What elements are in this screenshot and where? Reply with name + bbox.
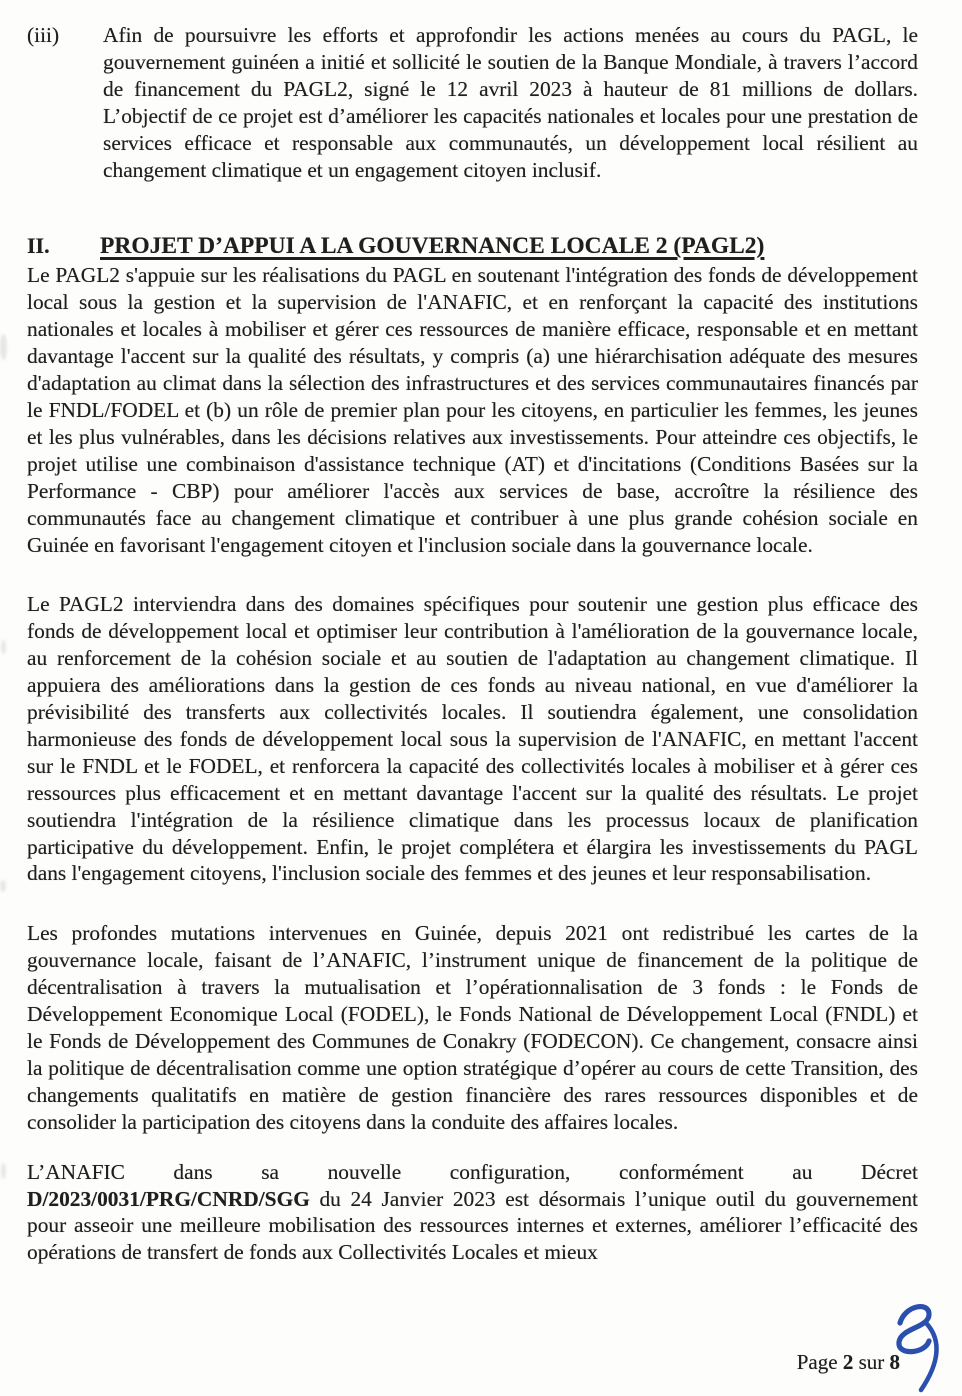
section-heading bbox=[27, 232, 918, 260]
list-item-text: Afin de poursuivre les efforts et approfondir les actions menées au cours du PAGL, le gouvernement guinéen a initié et sollicité le soutien de la Banque Mondiale, à travers l’accord de financement du PAGL2, signé le 12 avril 2023 à hauteur de 81 millions de dollars. L’objectif de ce projet est d’améliorer les capacités nationales et locales pour une prestation de services efficace et responsable aux communautés, un développement local résilient au changement climatique et un engagement citoyen inclusif. bbox=[103, 23, 918, 182]
footer-label-sur: sur bbox=[858, 1350, 885, 1374]
decree-number: D/2023/0031/PRG/CNRD/SGG bbox=[27, 1186, 310, 1211]
paragraph-4 bbox=[27, 1159, 918, 1267]
signature-paraph-icon bbox=[884, 1296, 954, 1396]
scan-artifact bbox=[0, 880, 6, 892]
paragraph-3: Les profondes mutations intervenues en Guinée, depuis 2021 ont redistribué les cartes de la gouvernance locale, faisant de l’ANAFIC, l’instrument unique de financement de la politique de décentralisation à travers la mutualisation et l’opérationnalisation de 3 fonds : le Fonds de Développement Economique Local (FODEL), le Fonds National de Développement Local (FNDL) et le Fonds de Développement des Communes de Conakry (FODECON). Ce changement, consacre ainsi la politique de décentralisation comme une option stratégique d’opérer au cours de cette Transition, des changements qualitatifs en matière de gestion financière des rares ressources disponibles et de consolider la participation des citoyens dans la conduite des affaires locales. bbox=[27, 921, 918, 1134]
page-content bbox=[27, 0, 918, 1266]
footer-label-page: Page bbox=[796, 1350, 838, 1374]
section-number: II. bbox=[27, 233, 50, 259]
paragraph-4-first-line: L’ANAFIC dans sa nouvelle configuration, conformément au Décret bbox=[27, 1159, 918, 1184]
page-footer bbox=[797, 1349, 900, 1375]
scan-artifact bbox=[1, 1163, 6, 1179]
paragraph-4-rest: du 24 Janvier 2023 est désormais l’unique outil du gouvernement pour asseoir une meilleure mobilisation des ressources internes et externes, améliorer l’efficacité des opérations de transfert de fonds aux Collectivités Locales et mieux bbox=[27, 1186, 918, 1265]
footer-total-pages: 8 bbox=[889, 1350, 900, 1374]
scan-artifact bbox=[1, 640, 6, 654]
list-item-marker: (iii) bbox=[27, 23, 60, 47]
footer-page-number: 2 bbox=[842, 1350, 854, 1374]
scan-artifact bbox=[0, 334, 7, 360]
paragraph-1: Le PAGL2 s'appuie sur les réalisations du PAGL en soutenant l'intégration des fonds de développement local sous la gestion et la supervision de l'ANAFIC, et en renforçant la capacité des institutions nationales et locales à mobiliser et gérer ces ressources de manière efficace, responsable et en mettant davantage l'accent sur la qualité des résultats, y compris (a) une hiérarchisation adéquate des mesures d'adaptation au climat dans la sélection des infrastructures et des services communautaires financés par le FNDL/FODEL et (b) un rôle de premier plan pour les citoyens, en particulier les femmes, les jeunes et les plus vulnérables, dans les décisions relatives aux investissements. Pour atteindre ces objectifs, le projet utilise une combinaison d'assistance technique (AT) et d'incitations (Conditions Basées sur la Performance - CBP) pour améliorer l'accès aux services de base, accroître la résilience des communautés face au changement climatique et contribuer à une plus grande cohésion sociale en Guinée en favorisant l'engagement citoyen et l'inclusion sociale dans la gouvernance locale. bbox=[27, 263, 918, 557]
paragraph-2: Le PAGL2 interviendra dans des domaines spécifiques pour soutenir une gestion plus efficace des fonds de développement local et optimiser leur contribution à l'amélioration de la gouvernance locale, au renforcement de la cohésion sociale et au soutien de l'adaptation au changement climatique. Il appuiera des améliorations dans la gestion de ces fonds au niveau national, en vue d'améliorer la prévisibilité des transferts aux collectivités locales. Il soutiendra également, une consolidation harmonieuse des fonds de développement local sous la supervision de l'ANAFIC, en mettant l'accent sur le FNDL et le FODEL, et renforcera la capacité des collectivités locales à mobiliser et à gérer ces ressources plus efficacement et en mettant davantage l'accent sur la qualité des résultats. Le projet soutiendra l'intégration de la résilience climatique dans les processus locaux de planification participative du développement. Enfin, le projet complétera et élargira les investissements du PAGL dans l'engagement citoyens, l'inclusion sociale des femmes et des jeunes et leur responsabilisation. bbox=[27, 592, 918, 886]
list-item bbox=[27, 22, 918, 183]
section-title: PROJET D’APPUI A LA GOUVERNANCE LOCALE 2 (PAGL2) bbox=[100, 233, 765, 260]
